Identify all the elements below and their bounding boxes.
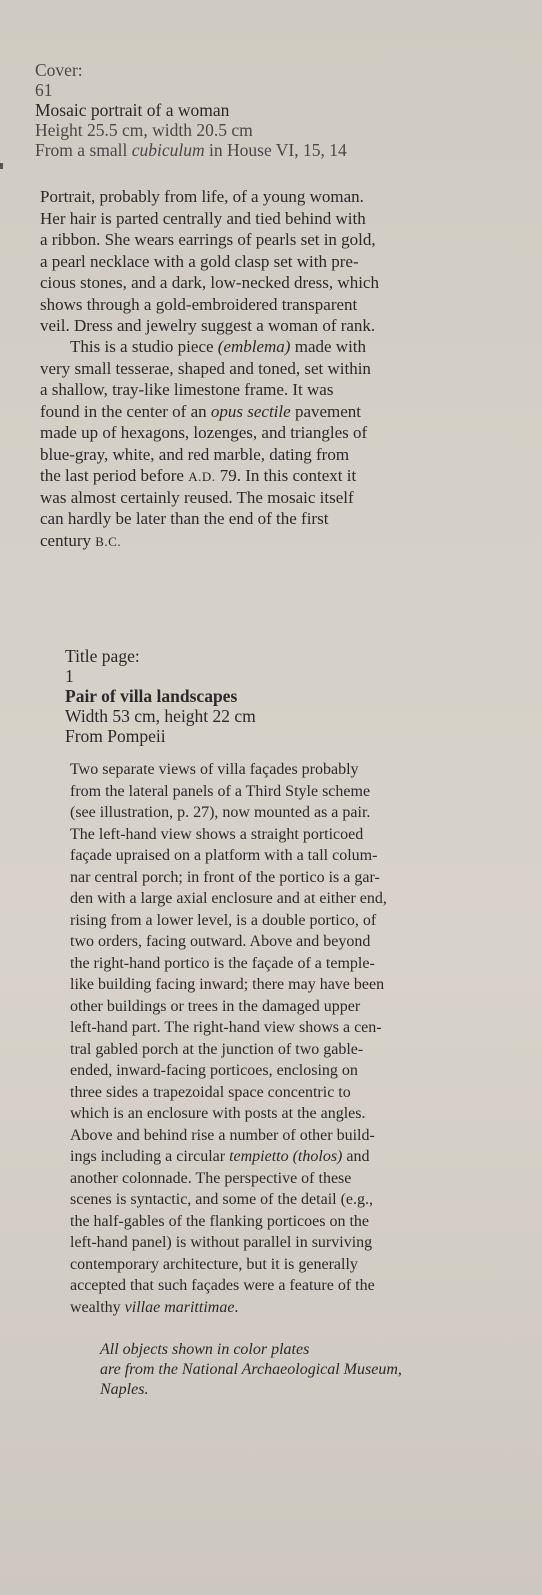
description-line: contemporary architecture, but it is generally [70,1255,358,1273]
cover-number: 61 [35,80,53,100]
description-line: like building facing inward; there may have been [70,976,385,993]
cover-para2-line: blue-gray, white, and red marble, dating from [40,444,350,464]
description-line: another colonnade. The perspective of these [70,1169,352,1187]
cover-provenance [35,140,475,160]
description-line: left-hand panel) is without parallel in surviving [70,1234,373,1251]
cover-provenance-em: cubiculum [131,140,205,160]
description-line: scenes is syntactic, and some of the detail (e.g., [70,1191,374,1208]
description-line: three sides a trapezoidal space concentric to [70,1083,351,1101]
text-run: This is a studio piece [70,337,218,356]
text-run: wealthy [70,1298,125,1316]
text-run: found in the center of an [40,401,211,421]
description-line: nar central porch; in front of the portico is a gar- [70,868,380,886]
note-line: Naples. [100,1381,149,1398]
cover-para1-line: a pearl necklace with a gold clasp set with pre- [40,251,359,271]
cover-para2-line: was almost certainly reused. The mosaic itself [40,487,354,507]
villae-marittimae-em: villae marittimae [124,1298,235,1316]
cover-para2-line [40,465,480,487]
cover-para2-line [40,336,480,358]
description-line: left-hand part. The right-hand view shows a cen- [70,1019,382,1036]
cover-caption [35,60,475,160]
small-caps-ad: A.D. [188,469,216,484]
cover-provenance-suffix: in House VI, 15, 14 [204,140,347,160]
cover-dimensions: Height 25.5 cm, width 20.5 cm [35,120,253,140]
text-run: and [342,1148,370,1165]
cover-para2-line: made up of hexagons, lozenges, and triangles of [40,423,368,442]
emblema-em: (emblema) [217,337,291,356]
note-line: are from the National Archaeological Museum, [100,1361,402,1378]
description-line: The left-hand view shows a straight porticoed [70,825,364,843]
title-page-label: Title page: [65,646,140,666]
description-line: accepted that such façades were a feature of the [70,1277,375,1294]
cover-label: Cover: [35,60,83,80]
cover-paragraph-1 [40,186,480,337]
cover-para2-line [40,530,480,552]
description-line [70,1146,520,1168]
cover-para1-line: Portrait, probably from life, of a young woman. [40,187,364,206]
description-line: from the lateral panels of a Third Style scheme [70,782,371,800]
description-line: façade upraised on a platform with a tall colum- [70,847,378,864]
cover-paragraph-2 [40,336,480,551]
description-line: other buildings or trees in the damaged upper [70,997,361,1015]
description-line: (see illustration, p. 27), now mounted as a pair. [70,804,371,821]
description-line: Above and behind rise a number of other build- [70,1126,375,1144]
text-run: century [40,530,96,550]
opus-sectile-em: opus sectile [210,401,291,421]
title-page-dimensions: Width 53 cm, height 22 cm [65,706,256,726]
cover-para1-line: Her hair is parted centrally and tied behind with [40,208,366,228]
cover-para1-line: shows through a gold-embroidered transparent [40,294,358,314]
small-caps-bc: B.C. [95,533,122,549]
text-run: the last period before [40,466,189,485]
page-edge-mark [0,163,3,169]
description-line: den with a large axial enclosure and at either end, [70,890,387,907]
description-line: ended, inward-facing porticoes, enclosing on [70,1062,358,1079]
cover-provenance-prefix: From a small [35,140,132,160]
title-page-title: Pair of villa landscapes [65,686,238,706]
cover-title: Mosaic portrait of a woman [35,100,230,120]
title-page-number: 1 [65,666,74,686]
description-line: Two separate views of villa façades probably [70,761,359,778]
description-line: rising from a lower level, is a double portico, of [70,911,377,929]
text-run: 79. In this context it [215,466,357,485]
description-line: which is an enclosure with posts at the angles. [70,1105,366,1122]
note-line: All objects shown in color plates [100,1341,310,1358]
title-page-provenance: From Pompeii [65,726,166,746]
description-line: two orders, facing outward. Above and beyond [70,933,371,950]
tempietto-em: tempietto (tholos) [229,1148,343,1165]
cover-para1-line: a ribbon. She wears earrings of pearls set in gold, [40,230,376,249]
cover-para1-line: cious stones, and a dark, low-necked dress, which [40,273,379,292]
cover-para2-line: a shallow, tray-like limestone frame. It was [40,380,334,399]
cover-para1-line: veil. Dress and jewelry suggest a woman of rank. [40,316,376,335]
text-run: ings including a circular [70,1148,230,1165]
description-line [70,1297,520,1319]
cover-para2-line: very small tesserae, shaped and toned, set within [40,358,371,378]
description-line: the right-hand portico is the façade of a temple- [70,954,375,972]
cover-para2-line: can hardly be later than the end of the first [40,509,329,528]
text-run: pavement [290,401,362,421]
description-line: tral gabled porch at the junction of two gable- [70,1040,364,1058]
text-run: . [234,1298,239,1316]
title-page-caption [65,646,505,746]
text-run: made with [290,337,367,356]
description-line: the half-gables of the flanking porticoes on the [70,1212,370,1230]
collection-note [100,1340,540,1400]
cover-para2-line [40,401,480,423]
title-page-description [70,759,520,1318]
